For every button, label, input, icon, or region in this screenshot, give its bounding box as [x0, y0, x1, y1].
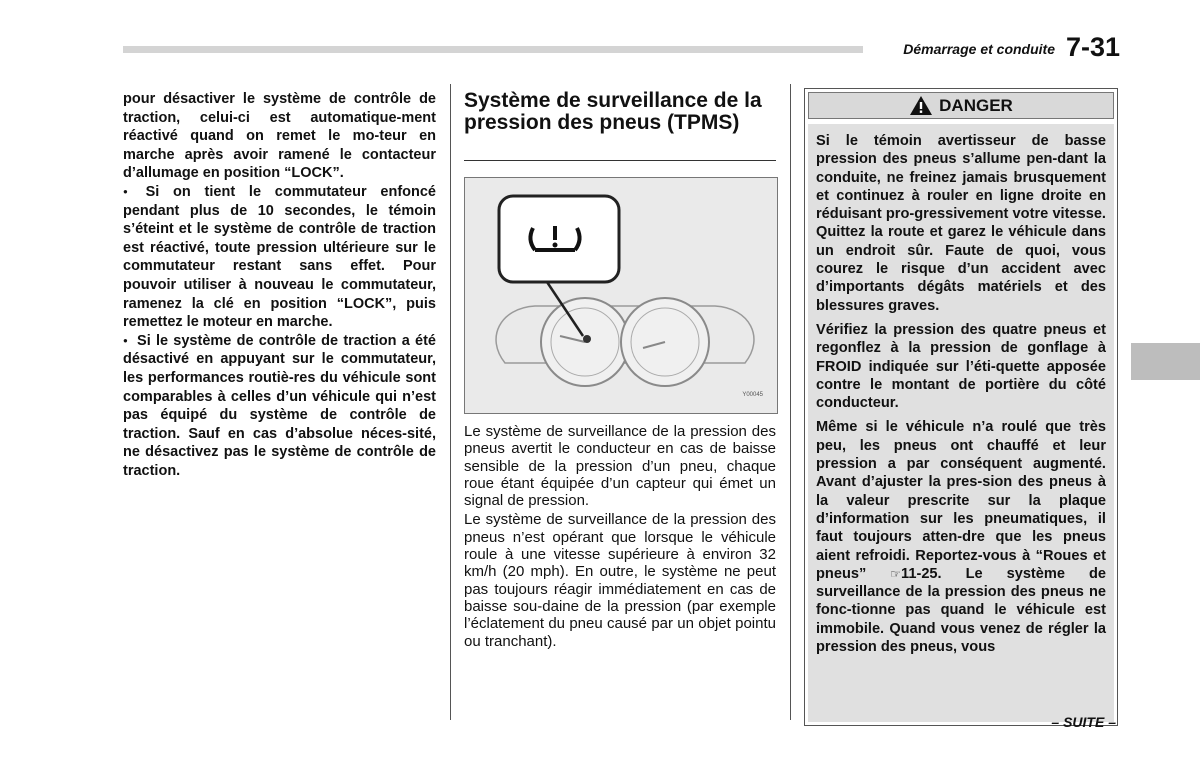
chapter-tab [1131, 343, 1200, 380]
bullet-paragraph [123, 183, 436, 332]
paragraph: Vérifiez la pression des quatre pneus et regonflez à la pression de gonflage à FROID indiquée sur l’éti-quette apposée contre le montant de portière du côté conducteur. [816, 321, 1106, 412]
danger-header [808, 92, 1114, 119]
chapter-title: Démarrage et conduite [903, 41, 1055, 57]
bullet-text: Si on tient le commutateur enfoncé pendant plus de 10 secondes, le témoin s’éteint et le système de contrôle de traction est réactivé, toute pression ultérieure sur le commutateur restant sans effet. Pour pouvoir utiliser à nouveau le commutateur, ramenez la clé en position “LOCK”, puis remettez le moteur en marche. [123, 183, 436, 331]
paragraph [816, 418, 1106, 656]
danger-box [804, 88, 1118, 726]
column-divider-left [450, 84, 451, 720]
danger-label: DANGER [939, 95, 1013, 115]
paragraph: Si le témoin avertisseur de basse pression des pneus s’allume pen-dant la conduite, ne freinez jamais brusquement et continuez à rouler en ligne droite en réduisant pro-gressivement votre vitesse. Quittez la route et garez le véhicule dans un endroit sûr. Faute de quoi, vous courez le risque d’un accident avec d’importants dégâts matériels et des blessures graves. [816, 133, 1106, 314]
left-column [123, 90, 436, 480]
paragraph: Le système de surveillance de la pression des pneus n’est opérant que lorsque le véhicule roule à une vitesse supérieure à environ 32 km/h (20 mph). En outre, le système ne peut pas toujours réagir immédiatement en cas de baisse sou-daine de la pression (par exemple l’éclatement du pneu causé par un objet pointu ou tranchant). [464, 511, 776, 650]
middle-column-text [464, 423, 776, 652]
tpms-figure [464, 177, 778, 414]
danger-body [808, 124, 1114, 722]
bullet-paragraph [123, 332, 436, 481]
header-rule [123, 46, 863, 53]
instrument-cluster-illustration [465, 178, 777, 413]
section-title: Système de surveillance de la pression des pneus (TPMS) [464, 89, 762, 134]
reference-icon: ☞ [890, 566, 902, 581]
column-divider-right [790, 84, 791, 720]
bullet-text: Si le système de contrôle de traction a été désactivé en appuyant sur le commutateur, les performances routiè-res du véhicule sont comparables à celles d’un véhicule qui n’est pas équipé du système de contrôle de traction. Sauf en cas d’absolue néces-sité, ne désactivez pas le système de contrôle de traction. [123, 332, 436, 479]
paragraph-text: Même si le véhicule n’a roulé que très peu, les pneus ont chauffé et leur pression a par conséquent augmenté. Avant d’ajuster la pres-sion des pneus à la valeur prescrite sur la plaque d’information sur les pneumatiques, il faut toujours atten-dre que les pneus aient refroidi. Reportez-vous à “Roues et pneus” [816, 419, 1106, 582]
continued-label: – SUITE – [1051, 714, 1116, 730]
paragraph-text: 11-25. Le système de surveillance de la pression des pneus ne fonc-tionne pas quand le véhicule est immobile. Quand vous venez de régler la pression des pneus, vous [816, 565, 1107, 656]
figure-code: Y00045 [742, 392, 763, 398]
paragraph: Le système de surveillance de la pression des pneus avertit le conducteur en cas de baisse sensible de la pression d’un pneu, chaque roue étant équipée d’un capteur qui émet un signal de pression. [464, 423, 776, 510]
warning-triangle-icon [909, 95, 933, 116]
title-rule [464, 160, 776, 161]
paragraph: pour désactiver le système de contrôle de traction, celui-ci est automatique-ment réactivé quand on remet le mo-teur en marche après avoir ramené le contacteur d’allumage en position “LOCK”. [123, 91, 436, 182]
page-number: 7-31 [1065, 32, 1120, 62]
